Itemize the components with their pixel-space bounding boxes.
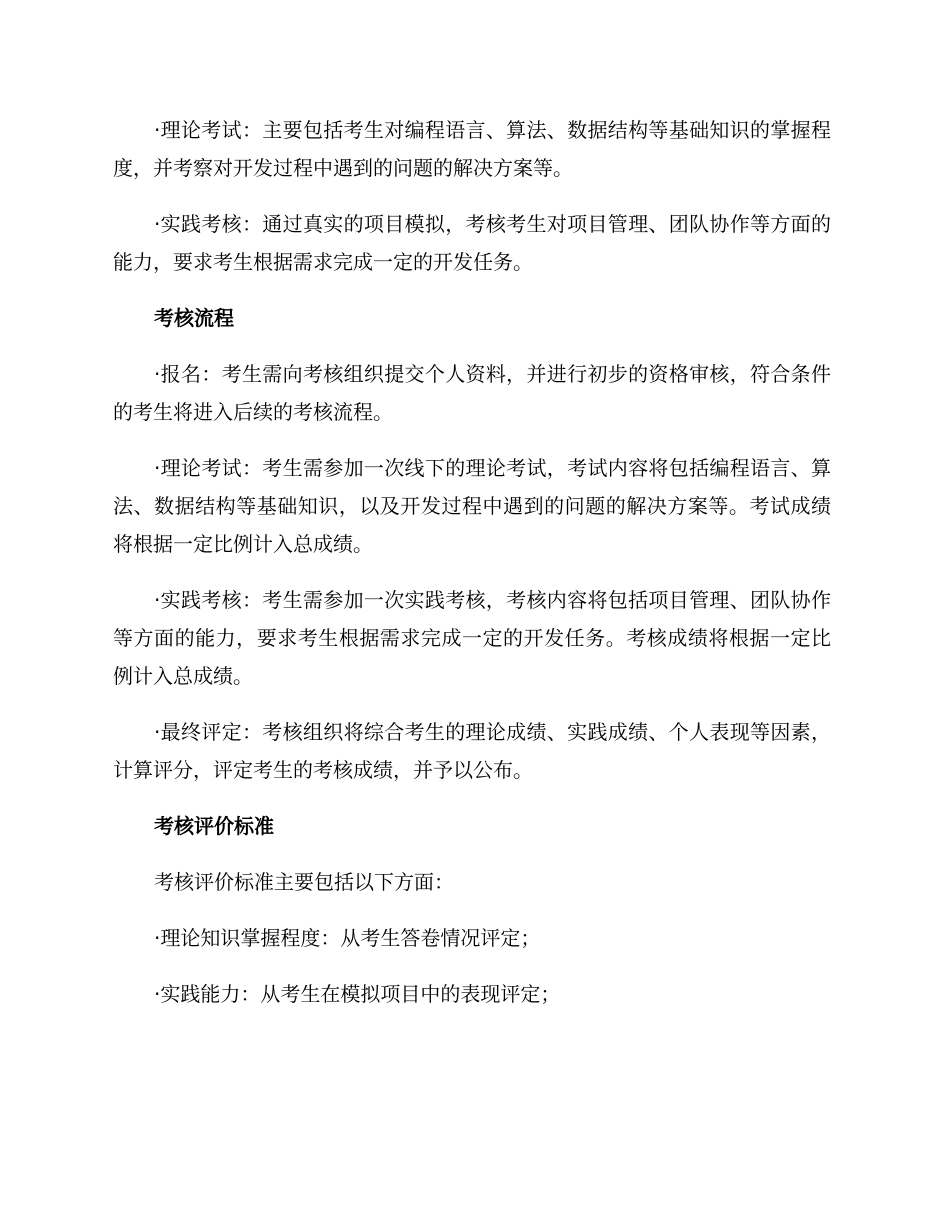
bullet-dot: · bbox=[154, 982, 161, 1006]
paragraph-text: 理论考试：主要包括考生对编程语言、算法、数据结构等基础知识的掌握程度，并考察对开发过程中遇到的问题的解决方案等。 bbox=[113, 118, 831, 180]
bullet-paragraph-theory-knowledge bbox=[113, 919, 831, 957]
bullet-dot: · bbox=[154, 926, 161, 950]
paragraph-text: 报名：考生需向考核组织提交个人资料，并进行初步的资格审核，符合条件的考生将进入后续的考核流程。 bbox=[113, 362, 831, 424]
bullet-dot: · bbox=[154, 720, 161, 744]
section-heading-criteria: 考核评价标准 bbox=[154, 814, 274, 838]
paragraph-text: 最终评定：考核组织将综合考生的理论成绩、实践成绩、个人表现等因素，计算评分，评定考生的考核成绩，并予以公布。 bbox=[113, 720, 831, 782]
paragraph-text: 实践考核：通过真实的项目模拟，考核考生对项目管理、团队协作等方面的能力，要求考生根据需求完成一定的开发任务。 bbox=[113, 212, 831, 274]
bullet-paragraph-practice-assessment bbox=[113, 205, 831, 281]
bullet-paragraph-registration bbox=[113, 355, 831, 431]
paragraph-criteria-intro: 考核评价标准主要包括以下方面： bbox=[154, 870, 454, 894]
bullet-paragraph-final-evaluation bbox=[113, 713, 831, 789]
bullet-dot: · bbox=[154, 456, 161, 480]
bullet-paragraph-theory-exam-process bbox=[113, 449, 831, 563]
bullet-paragraph-theory-exam bbox=[113, 111, 831, 187]
paragraph-text: 理论考试：考生需参加一次线下的理论考试，考试内容将包括编程语言、算法、数据结构等基础知识，以及开发过程中遇到的问题的解决方案等。考试成绩将根据一定比例计入总成绩。 bbox=[113, 456, 831, 556]
paragraph-text: 理论知识掌握程度：从考生答卷情况评定； bbox=[160, 926, 541, 950]
paragraph-text: 实践能力：从考生在模拟项目中的表现评定； bbox=[160, 982, 561, 1006]
bullet-paragraph-practice-process bbox=[113, 581, 831, 695]
bullet-dot: · bbox=[154, 118, 161, 142]
bullet-dot: · bbox=[154, 588, 161, 612]
section-heading-process: 考核流程 bbox=[154, 306, 234, 330]
bullet-dot: · bbox=[154, 212, 161, 236]
paragraph-text: 实践考核：考生需参加一次实践考核，考核内容将包括项目管理、团队协作等方面的能力，要求考生根据需求完成一定的开发任务。考核成绩将根据一定比例计入总成绩。 bbox=[113, 588, 831, 688]
bullet-paragraph-practical-ability bbox=[113, 975, 831, 1013]
document-page bbox=[113, 111, 831, 1031]
bullet-dot: · bbox=[154, 362, 161, 386]
